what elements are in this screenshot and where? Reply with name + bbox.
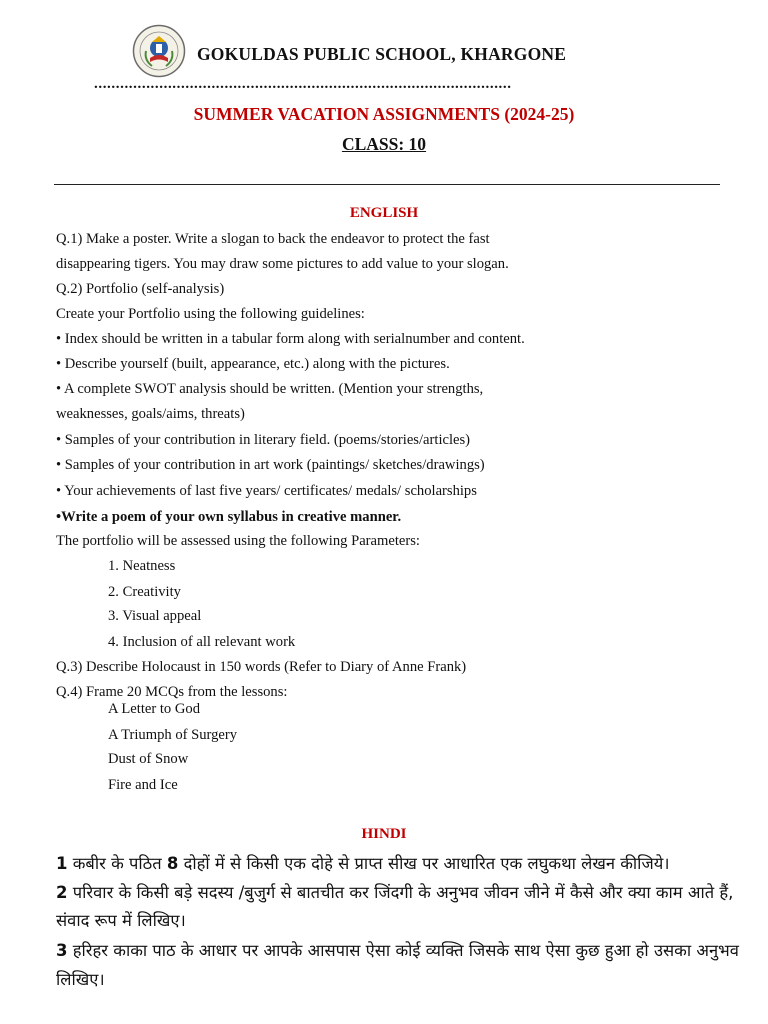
lesson-item: Dust of Snow — [108, 751, 189, 767]
english-heading: ENGLISH — [349, 205, 419, 221]
item-text: कबीर के पठित — [67, 854, 167, 873]
english-line: • Samples of your contribution in literary field. (poems/stories/articles) — [56, 432, 471, 448]
english-line: • Your achievements of last five years/ certificates/ medals/ scholarships — [56, 483, 477, 499]
english-line: Create your Portfolio using the following guidelines: — [56, 306, 365, 322]
item-number: 1 — [56, 854, 68, 873]
item-text: हरिहर काका पाठ के आधार पर आपके आसपास ऐसा कोई व्यक्ति जिसके साथ ऐसा कुछ हुआ हो उसका अनुभव — [67, 941, 739, 960]
english-line: Q.1) Make a poster. Write a slogan to back the endeavor to protect the fast — [56, 231, 490, 247]
english-line: • Index should be written in a tabular form along with serialnumber and content. — [56, 331, 525, 347]
hindi-item-3 — [56, 938, 739, 961]
english-line: Q.2) Portfolio (self-analysis) — [56, 281, 225, 297]
parameter-item: 3. Visual appeal — [108, 608, 202, 624]
english-line: The portfolio will be assessed using the following Parameters: — [56, 533, 420, 549]
english-question-3: Q.3) Describe Holocaust in 150 words (Refer to Diary of Anne Frank) — [56, 659, 467, 675]
english-line: disappearing tigers. You may draw some pictures to add value to your slogan. — [56, 256, 509, 272]
class-label: CLASS: 10 — [341, 134, 427, 154]
parameter-item: 2. Creativity — [108, 584, 181, 600]
item-text: परिवार के किसी बड़े सदस्य /बुजुर्ग से बातचीत कर जिंदगी के अनुभव जीवन जीने में कैसे और क्या काम आते हैं, — [67, 883, 734, 902]
english-line: • Describe yourself (built, appearance, etc.) along with the pictures. — [56, 356, 450, 372]
english-line: • A complete SWOT analysis should be written. (Mention your strengths, — [56, 381, 484, 397]
assignment-title: SUMMER VACATION ASSIGNMENTS (2024-25) — [193, 104, 575, 124]
hindi-item-3-cont: लिखिए। — [56, 970, 105, 989]
lesson-item: A Letter to God — [108, 701, 201, 717]
item-text: दोहों में से किसी एक दोहे से प्राप्त सीख पर आधारित एक लघुकथा लेखन कीजिये। — [178, 854, 670, 873]
item-number: 2 — [56, 883, 68, 902]
english-line: weaknesses, goals/aims, threats) — [56, 406, 245, 422]
hindi-item-2-cont: संवाद रूप में लिखिए। — [56, 911, 186, 930]
horizontal-rule — [54, 184, 720, 185]
lesson-item: Fire and Ice — [108, 777, 178, 793]
english-line-bold: •Write a poem of your own syllabus in creative manner. — [56, 509, 402, 525]
hindi-item-1 — [56, 851, 670, 874]
school-logo-icon — [132, 24, 186, 78]
item-number: 3 — [56, 941, 68, 960]
english-line: • Samples of your contribution in art work (paintings/ sketches/drawings) — [56, 457, 485, 473]
school-name: GOKULDAS PUBLIC SCHOOL, KHARGONE — [197, 44, 567, 64]
item-number: 8 — [166, 854, 179, 873]
lesson-item: A Triumph of Surgery — [108, 727, 238, 743]
hindi-heading: HINDI — [361, 826, 407, 842]
dotted-divider: ................................................................................................ — [94, 76, 512, 92]
english-question-4: Q.4) Frame 20 MCQs from the lessons: — [56, 684, 288, 700]
hindi-item-2 — [56, 880, 733, 903]
parameter-item: 1. Neatness — [108, 558, 176, 574]
parameter-item: 4. Inclusion of all relevant work — [108, 634, 296, 650]
